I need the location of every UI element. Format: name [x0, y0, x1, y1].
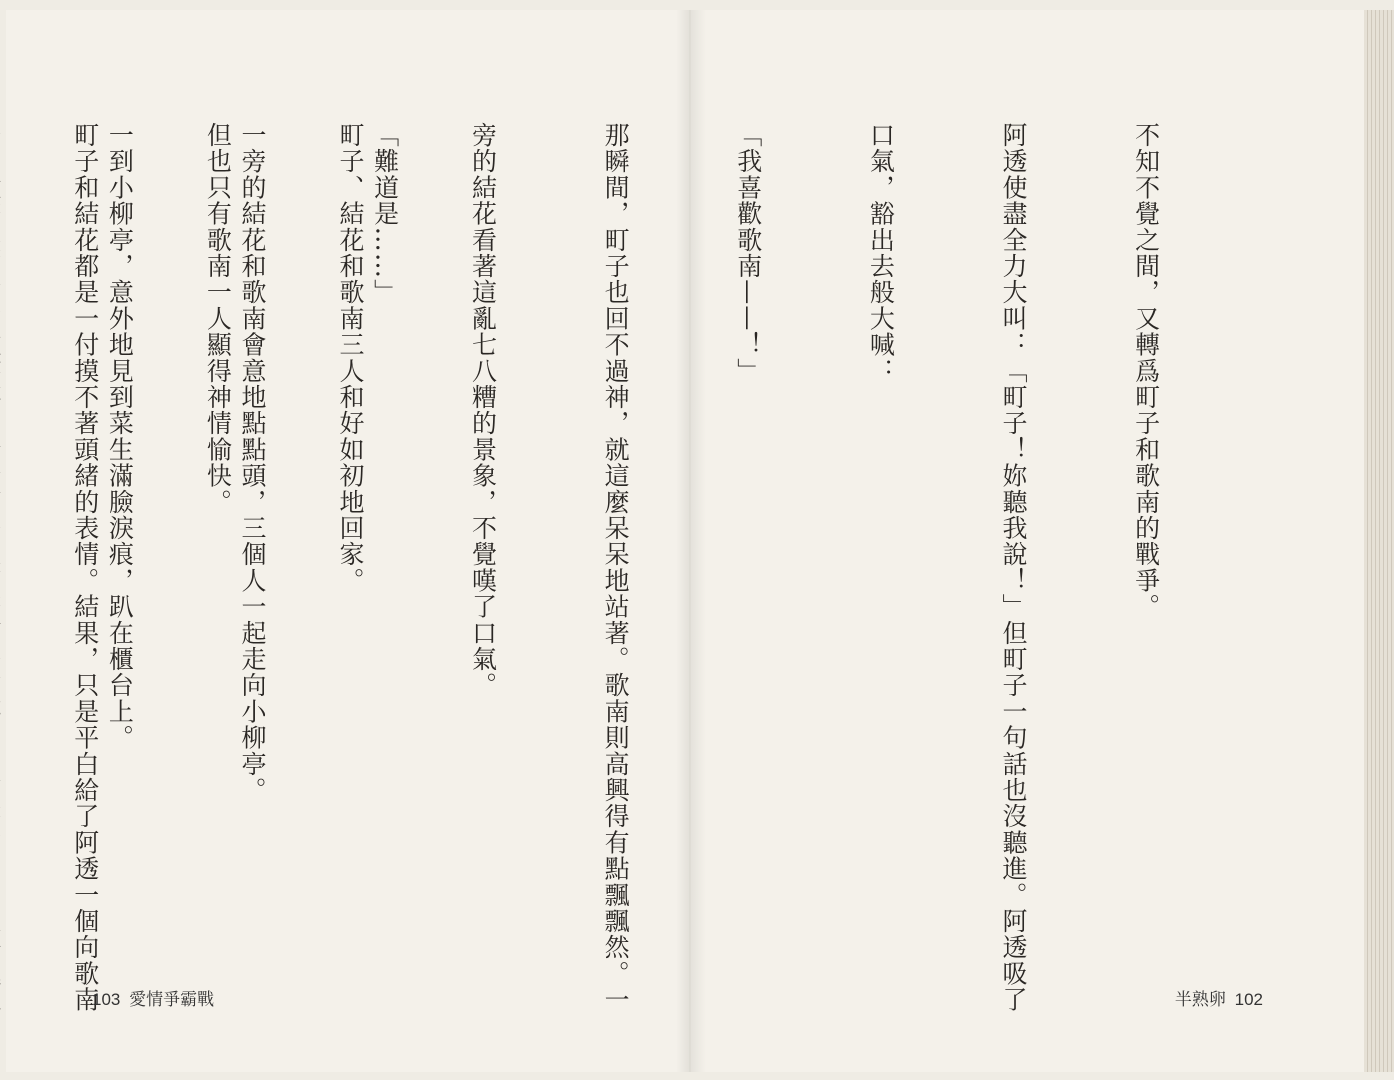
left-page-footer — [88, 985, 214, 1010]
text-line: 町子、結花和歌南三人和好如初地回家。 — [335, 122, 365, 594]
text-line: 那瞬間，町子也回不過神，就這麼呆呆地站著。歌南則高興得有點飄飄然。一 — [601, 122, 631, 1013]
text-line: 町子和結花都是一付摸不著頭緒的表情。結果，只是平白給了阿透一個向歌南 — [70, 122, 100, 1013]
text-line: 「我喜歡歌南——！」 — [733, 122, 763, 384]
page-number: 102 — [1234, 990, 1263, 1009]
text-line: 阿透使盡全力大叫：「町子！妳聽我說！」但町子一句話也沒聽進。阿透吸了 — [998, 122, 1028, 1013]
text-line: 不知不覺之間，又轉爲町子和歌南的戰爭。 — [1131, 122, 1161, 620]
text-line: 一旁的結花和歌南會意地點點頭，三個人一起走向小柳亭。 — [237, 122, 267, 804]
running-title: 半熟卵 — [1174, 990, 1226, 1009]
page-edge — [1364, 10, 1394, 1072]
right-page-footer — [1175, 985, 1267, 1010]
text-line: 一到小柳亭，意外地見到菜生滿臉淚痕，趴在櫃台上。 — [105, 122, 135, 751]
text-line: 口氣，豁出去般大喊： — [866, 122, 896, 384]
text-line: 「難道是……」 — [370, 122, 400, 306]
page-number: 103 — [92, 990, 121, 1009]
running-title: 愛情爭霸戰 — [129, 990, 215, 1009]
text-line: 旁的結花看著這亂七八糟的景象，不覺嘆了口氣。 — [468, 122, 498, 699]
text-line: 但也只有歌南一人顯得神情愉快。 — [203, 122, 233, 515]
